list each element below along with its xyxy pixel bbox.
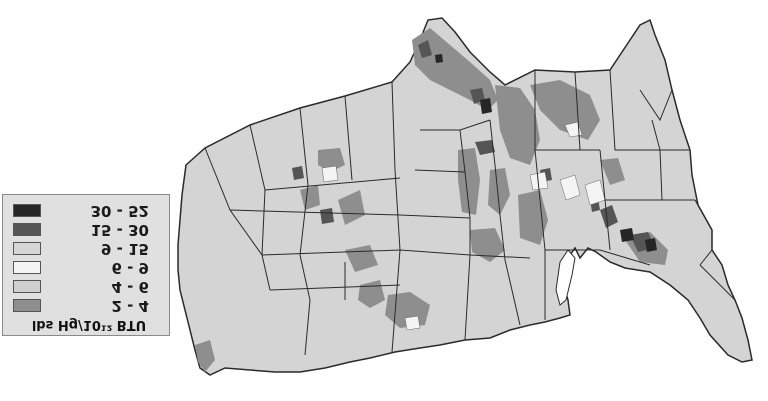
legend-label: 15 - 30 [90,221,149,239]
legend-item [3,277,169,297]
legend-label: 2 - 4 [111,297,149,315]
legend-swatch [13,242,41,255]
legend-item [3,201,169,221]
legend-swatch [13,223,41,236]
legend-item [3,258,169,278]
legend-title: lbs Hg/10¹² BTU [31,317,147,332]
legend-label: 30 - 52 [90,202,149,220]
legend-item [3,296,169,316]
legend-label: 6 - 9 [111,259,149,277]
legend-label: 4 - 6 [111,278,149,296]
legend-swatch [13,204,41,217]
legend-swatch [13,299,41,312]
legend-label: 9 - 15 [101,240,149,258]
legend-swatch [13,280,41,293]
legend-item [3,239,169,259]
legend [2,194,170,336]
legend-swatch [13,261,41,274]
legend-item [3,220,169,240]
